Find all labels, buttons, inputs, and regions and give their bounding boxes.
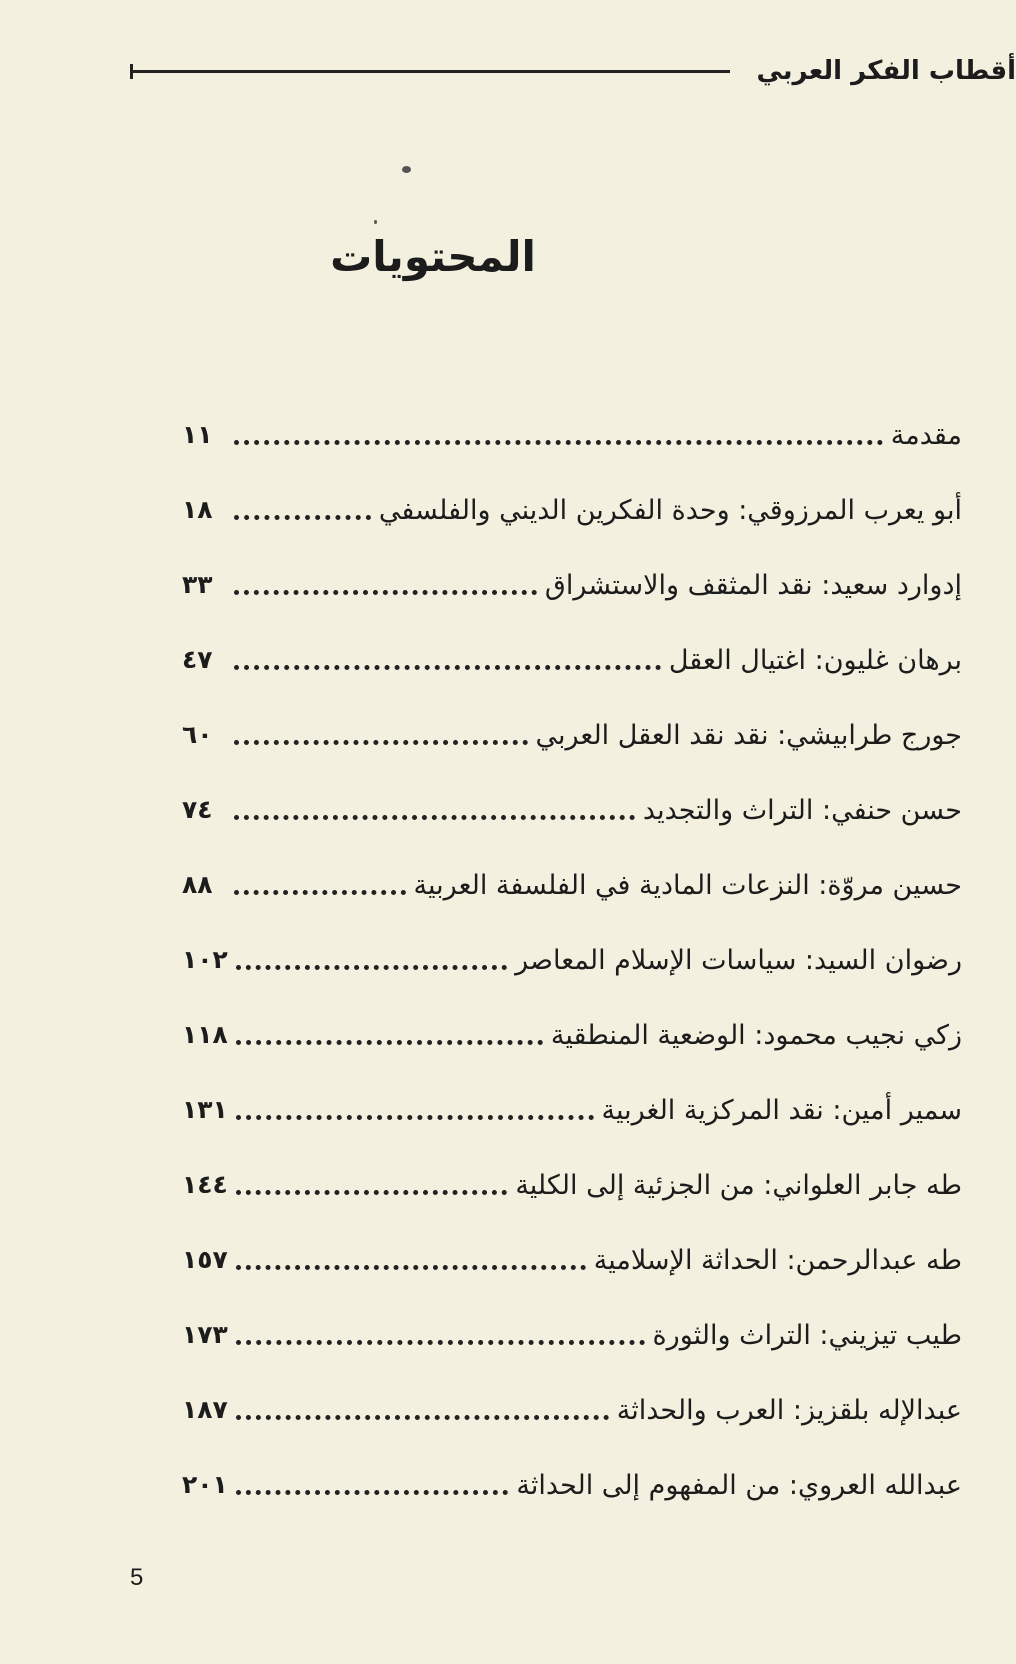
toc-entry-page: ١٥٧ [182, 1245, 228, 1274]
toc-entry [182, 1020, 962, 1095]
toc-entry-title: زكي نجيب محمود: الوضعية المنطقية [550, 1020, 962, 1051]
table-of-contents [182, 420, 962, 1545]
toc-entry-title: طيب تيزيني: التراث والثورة [652, 1320, 962, 1351]
toc-entry-title: حسن حنفي: التراث والتجديد [642, 795, 962, 826]
toc-entry [182, 945, 962, 1020]
dot-leader [236, 1190, 508, 1195]
toc-entry [182, 795, 962, 870]
paper-speck [374, 220, 377, 224]
page-title: المحتويات [330, 232, 536, 281]
toc-entry-page: ١٣١ [182, 1095, 228, 1124]
dot-leader [234, 815, 635, 820]
toc-entry [182, 870, 962, 945]
toc-entry [182, 645, 962, 720]
dot-leader [236, 965, 507, 970]
dot-leader [236, 1340, 645, 1345]
toc-entry-page: ٢٠١ [182, 1470, 228, 1499]
toc-entry [182, 1245, 962, 1320]
toc-entry-page: ١٠٢ [182, 945, 228, 974]
toc-entry [182, 420, 962, 495]
toc-entry [182, 720, 962, 795]
toc-entry-title: برهان غليون: اغتيال العقل [668, 645, 962, 676]
dot-leader [236, 1040, 543, 1045]
dot-leader [236, 1415, 609, 1420]
toc-entry-title: حسين مروّة: النزعات المادية في الفلسفة العربية [413, 870, 962, 901]
dot-leader [236, 1490, 509, 1495]
dot-leader [236, 1265, 586, 1270]
toc-entry-page: ٣٣ [182, 570, 213, 599]
toc-entry-page: ١٨ [182, 495, 213, 524]
toc-entry-page: ٤٧ [182, 645, 213, 674]
toc-entry-title: طه جابر العلواني: من الجزئية إلى الكلية [515, 1170, 962, 1201]
dot-leader [236, 1115, 594, 1120]
toc-entry-page: ١٤٤ [182, 1170, 228, 1199]
toc-entry-page: ١١٨ [182, 1020, 228, 1049]
dot-leader [234, 590, 537, 595]
toc-entry [182, 1320, 962, 1395]
toc-entry-title: رضوان السيد: سياسات الإسلام المعاصر [515, 945, 962, 976]
toc-entry-title: جورج طرابيشي: نقد نقد العقل العربي [535, 720, 962, 751]
running-title: أقطاب الفكر العربي [756, 56, 1016, 86]
dot-leader [234, 890, 406, 895]
toc-entry-title: طه عبدالرحمن: الحداثة الإسلامية [593, 1245, 962, 1276]
toc-entry-page: ٨٨ [182, 870, 213, 899]
toc-entry-title: مقدمة [890, 420, 962, 451]
paper-speck [402, 166, 411, 173]
toc-entry-page: ٦٠ [182, 720, 213, 749]
header-rule [130, 70, 730, 73]
toc-entry [182, 570, 962, 645]
toc-entry [182, 495, 962, 570]
toc-entry [182, 1095, 962, 1170]
dot-leader [234, 515, 371, 520]
running-header [130, 46, 1016, 96]
toc-entry-page: ١٧٣ [182, 1320, 228, 1349]
dot-leader [234, 440, 883, 445]
page-number: 5 [130, 1564, 144, 1591]
toc-entry [182, 1470, 962, 1545]
toc-entry [182, 1170, 962, 1245]
toc-entry-title: عبدالإله بلقزيز: العرب والحداثة [616, 1395, 962, 1426]
toc-entry-title: عبدالله العروي: من المفهوم إلى الحداثة [516, 1470, 962, 1501]
dot-leader [234, 665, 661, 670]
toc-entry [182, 1395, 962, 1470]
toc-entry-title: أبو يعرب المرزوقي: وحدة الفكرين الديني والفلسفي [378, 495, 962, 526]
toc-entry-title: سمير أمين: نقد المركزية الغربية [601, 1095, 962, 1126]
dot-leader [234, 740, 528, 745]
toc-entry-page: ١٨٧ [182, 1395, 228, 1424]
toc-entry-title: إدوارد سعيد: نقد المثقف والاستشراق [544, 570, 962, 601]
toc-entry-page: ١١ [182, 420, 213, 449]
toc-entry-page: ٧٤ [182, 795, 213, 824]
